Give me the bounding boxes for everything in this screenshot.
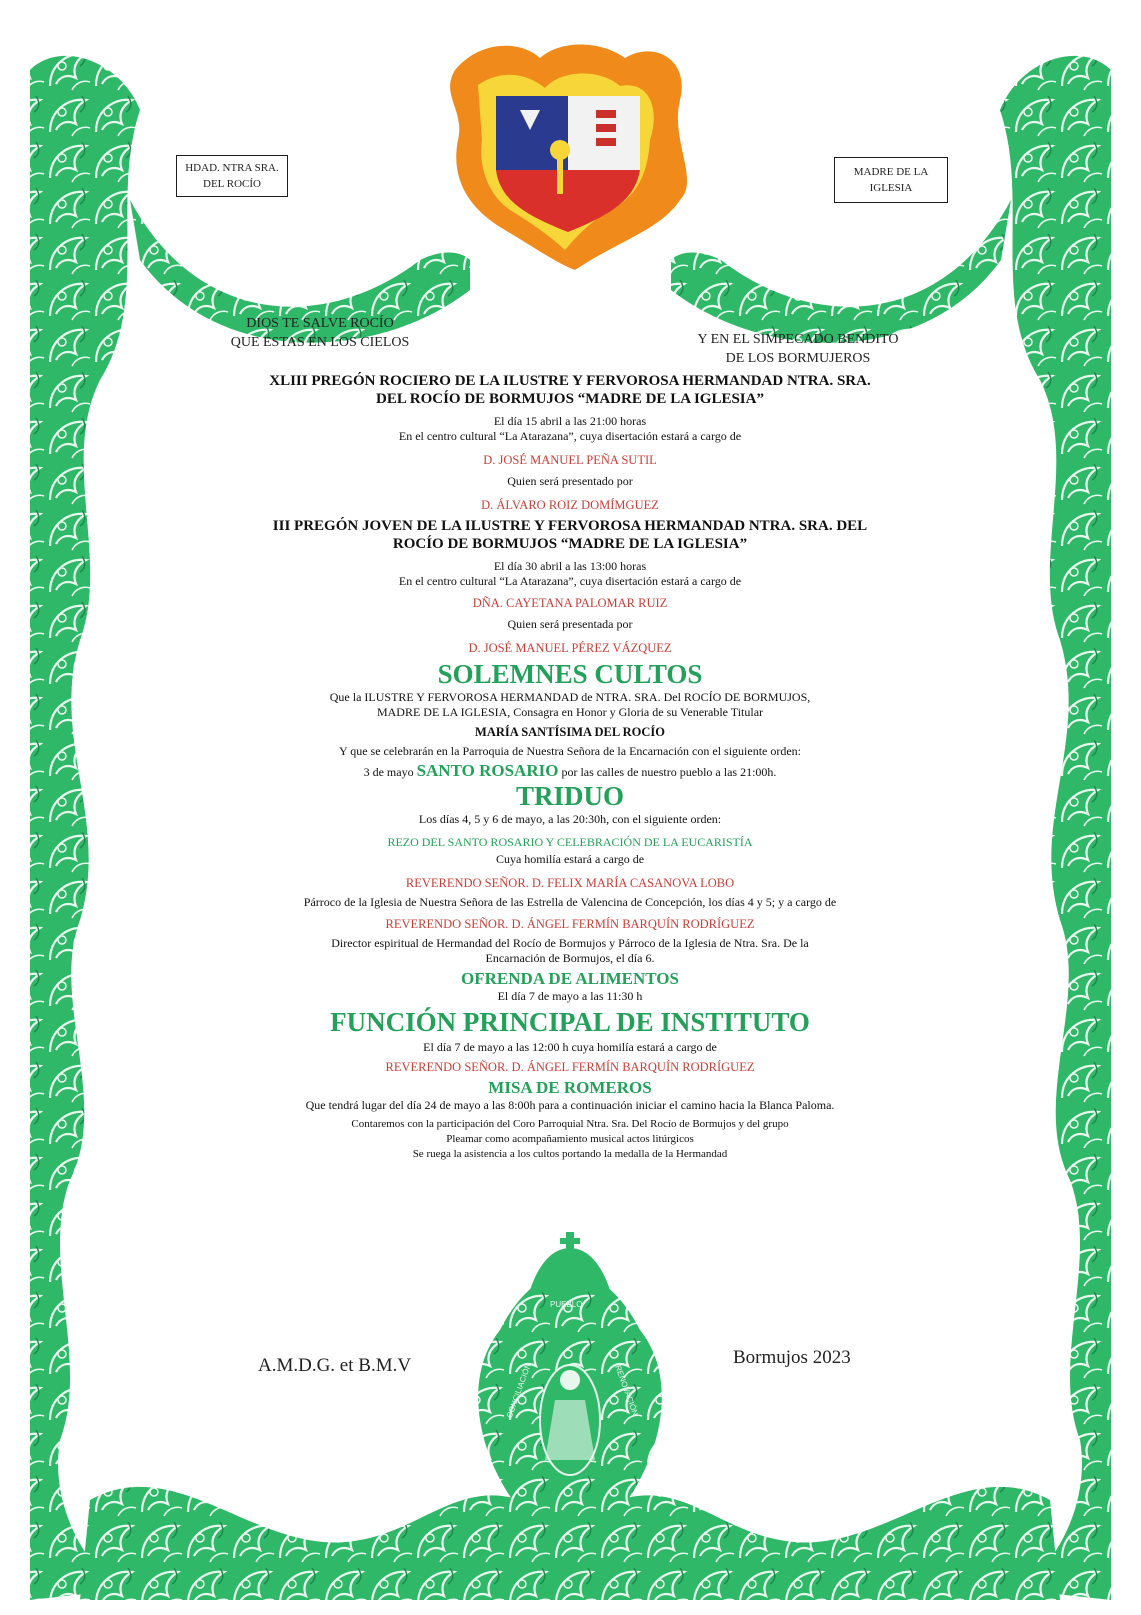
misa-medalla: Se ruega la asistencia a los cultos portando la medalla de la Hermandad xyxy=(412,1148,728,1160)
pregon2-date: El día 30 abril a las 13:00 horas xyxy=(493,559,647,573)
pregon1-presenter: D. ÁLVARO ROIZ DOMÍMGUEZ xyxy=(481,498,659,512)
pregon2-place: En el centro cultural “La Atarazana”, cuya disertación estará a cargo de xyxy=(398,574,742,588)
verse-right-line1: Y EN EL SIMPECADO BENDITO xyxy=(697,332,899,347)
misa-date: Que tendrá lugar del día 24 de mayo a las 8:00h para a continuación iniciar el camino hacia la Blanca Paloma. xyxy=(305,1098,835,1112)
label-box-right xyxy=(834,157,948,203)
triduo-title: TRIDUO xyxy=(515,781,624,811)
triduo-priest2: REVERENDO SEÑOR. D. ÁNGEL FERMÍN BARQUÍN RODRÍGUEZ xyxy=(385,917,755,931)
pregon2-speaker: DÑA. CAYETANA PALOMAR RUIZ xyxy=(472,596,668,610)
misa-title: MISA DE ROMEROS xyxy=(488,1078,652,1097)
cultos-title: SOLEMNES CULTOS xyxy=(437,659,703,689)
rosario-desc: por las calles de nuestro pueblo a las 21:00h. xyxy=(561,765,777,779)
medallion-text-right: RENOVACIÓN xyxy=(613,1363,640,1418)
rosario-title: SANTO ROSARIO xyxy=(416,761,559,780)
triduo-homilia: Cuya homilía estará a cargo de xyxy=(495,852,645,866)
footer-amdg: A.M.D.G. et B.M.V xyxy=(258,1355,412,1376)
pregon1-speaker: D. JOSÉ MANUEL PEÑA SUTIL xyxy=(483,453,657,467)
cultos-intro-line2: MADRE DE LA IGLESIA, Consagra en Honor y Gloria de su Venerable Titular xyxy=(376,705,764,719)
funcion-title: FUNCIÓN PRINCIPAL DE INSTITUTO xyxy=(330,1007,810,1037)
pregon2-presenter: D. JOSÉ MANUEL PÉREZ VÁZQUEZ xyxy=(468,641,672,655)
titular: MARÍA SANTÍSIMA DEL ROCÍO xyxy=(475,725,665,739)
pregon2-title-line1: III PREGÓN JOVEN DE LA ILUSTRE Y FERVOROSA HERMANDAD NTRA. SRA. DEL xyxy=(272,518,868,534)
rosario-date: 3 de mayo xyxy=(363,765,414,779)
pregon2-title-line2: ROCÍO DE BORMUJOS “MADRE DE LA IGLESIA” xyxy=(392,536,748,552)
verse-left-line2: QUE ESTAS EN LOS CIELOS xyxy=(230,335,410,350)
verse-left-line1: DIOS TE SALVE ROCÍO xyxy=(246,316,394,331)
cultos-parroquia: Y que se celebrarán en la Parroquia de Nuestra Señora de la Encarnación con el siguiente orden: xyxy=(338,744,802,758)
label-box-left xyxy=(176,155,288,197)
pregon1-date: El día 15 abril a las 21:00 horas xyxy=(493,414,647,428)
funcion-date: El día 7 de mayo a las 12:00 h cuya homilía estará a cargo de xyxy=(423,1040,717,1054)
cultos-intro-line1: Que la ILUSTRE Y FERVOROSA HERMANDAD de NTRA. SRA. Del ROCÍO DE BORMUJOS, xyxy=(329,690,811,704)
verse-right-line2: DE LOS BORMUJEROS xyxy=(725,351,871,366)
label-right-line2: IGLESIA xyxy=(869,182,913,194)
funcion-priest: REVERENDO SEÑOR. D. ÁNGEL FERMÍN BARQUÍN RODRÍGUEZ xyxy=(385,1060,755,1074)
coat-of-arms xyxy=(450,45,687,271)
footer-year: Bormujos 2023 xyxy=(733,1347,851,1368)
triduo-rezo: REZO DEL SANTO ROSARIO Y CELEBRACIÓN DE LA EUCARISTÍA xyxy=(387,835,753,849)
medallion-text-top: PUEBLO xyxy=(550,1300,583,1309)
verse-left xyxy=(200,314,440,352)
triduo-priest2-desc-line2: Encarnación de Bormujos, el día 6. xyxy=(485,951,655,965)
pregon2-presented: Quien será presentada por xyxy=(507,617,633,631)
label-right-line1: MADRE DE LA xyxy=(853,166,929,178)
label-left-line2: DEL ROCÍO xyxy=(203,178,261,190)
rosario-line xyxy=(220,763,920,780)
pregon1-title-line2: DEL ROCÍO DE BORMUJOS “MADRE DE LA IGLESIA” xyxy=(376,391,764,407)
pregon1-place: En el centro cultural “La Atarazana”, cuya disertación estará a cargo de xyxy=(398,429,742,443)
triduo-priest1-desc: Párroco de la Iglesia de Nuestra Señora de las Estrella de Valencina de Concepción, los días 4 y 5; y a cargo de xyxy=(303,895,837,909)
triduo-priest1: REVERENDO SEÑOR. D. FELIX MARÍA CASANOVA LOBO xyxy=(405,876,735,890)
pregon1-title-line1: XLIII PREGÓN ROCIERO DE LA ILUSTRE Y FERVOROSA HERMANDAD NTRA. SRA. xyxy=(269,373,871,389)
triduo-priest2-desc-line1: Director espiritual de Hermandad del Rocío de Bormujos y Párroco de la Iglesia de Ntra. Sra. De la xyxy=(331,936,809,950)
misa-coro-line2: Pleamar como acompañamiento musical actos litúrgicos xyxy=(446,1133,694,1145)
verse-right xyxy=(678,330,918,368)
ofrenda-date: El día 7 de mayo a las 11:30 h xyxy=(497,989,643,1003)
pregon1-presented: Quien será presentado por xyxy=(507,474,633,488)
ofrenda-title: OFRENDA DE ALIMENTOS xyxy=(461,969,679,988)
medallion-text-left: CONCILIACIÓN xyxy=(504,1361,534,1420)
misa-coro-line1: Contaremos con la participación del Coro Parroquial Ntra. Sra. Del Rocío de Bormujos y del grupo xyxy=(351,1118,789,1130)
triduo-dates: Los días 4, 5 y 6 de mayo, a las 20:30h, con el siguiente orden: xyxy=(418,812,722,826)
program-content xyxy=(220,372,920,1162)
label-left-line1: HDAD. NTRA SRA. xyxy=(185,162,279,174)
